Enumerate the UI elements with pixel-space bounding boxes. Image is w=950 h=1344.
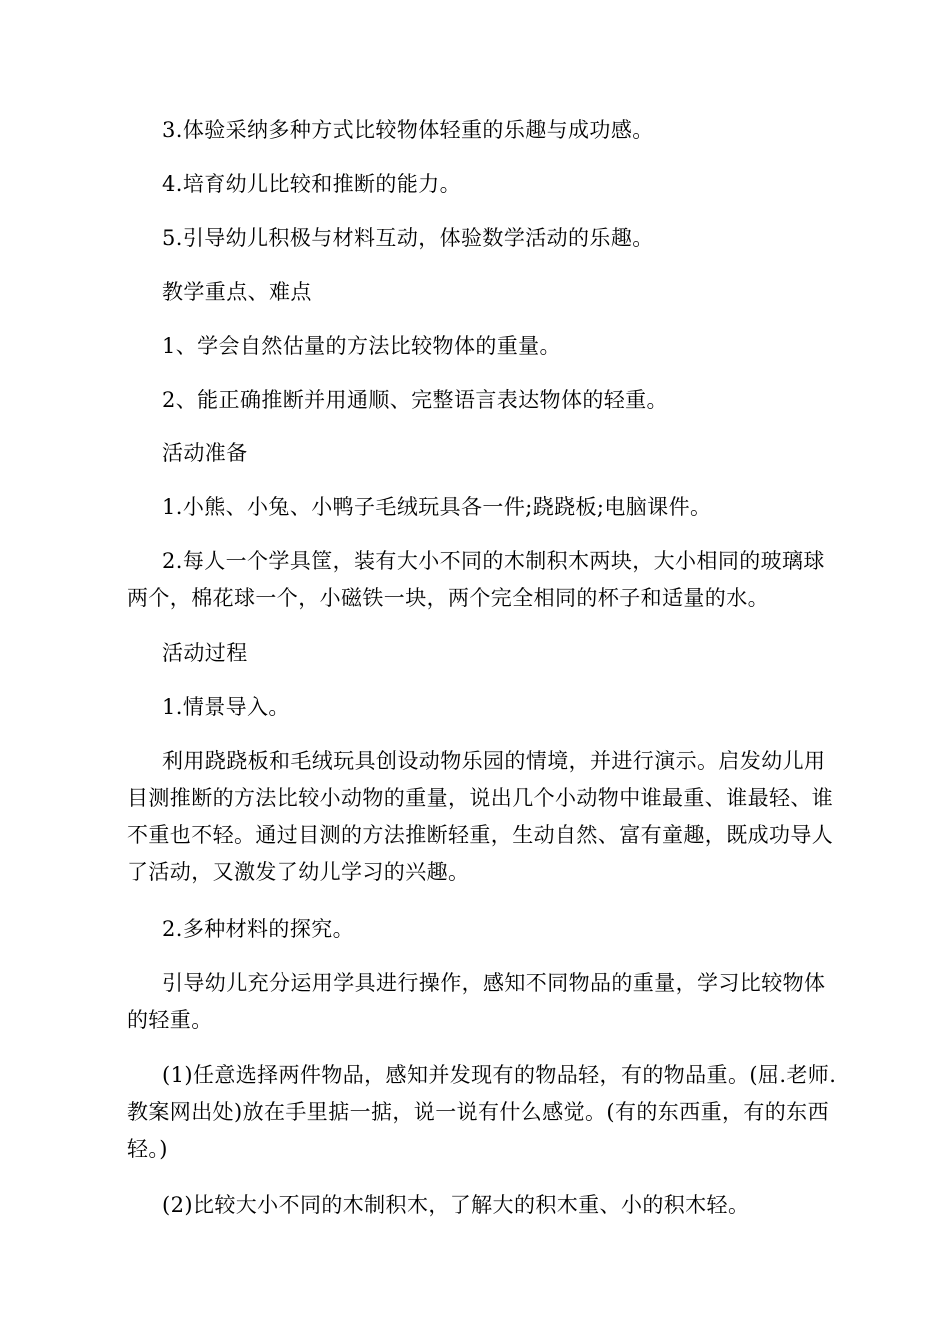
key-point-1: 1、学会自然估量的方法比较物体的重量。	[162, 334, 561, 358]
process-step-2-body: 引导幼儿充分运用学具进行操作，感知不同物品的重量，学习比较物体的轻重。	[127, 971, 826, 1032]
goal-4: 4.培育幼儿比较和推断的能力。	[162, 172, 462, 196]
process-step-1-body: 利用跷跷板和毛绒玩具创设动物乐园的情境，并进行演示。启发幼儿用目测推断的方法比较小动物的重量，说出几个小动物中谁最重、谁最轻、谁不重也不轻。通过目测的方法推断轻重，生动自然、富有童趣，既成功导人了活动，又激发了幼儿学习的兴趣。	[127, 749, 834, 884]
goal-5: 5.引导幼儿积极与材料互动，体验数学活动的乐趣。	[162, 226, 654, 250]
section-heading-process: 活动过程	[162, 641, 248, 665]
process-step-2-title: 2.多种材料的探究。	[162, 917, 355, 941]
process-step-2-item-1: (1)任意选择两件物品，感知并发现有的物品轻，有的物品重。(屈.老师.教案网出处)放在手里掂一掂，说一说有什么感觉。(有的东西重，有的东西轻。)	[127, 1063, 837, 1161]
process-step-1-title: 1.情景导入。	[162, 695, 290, 719]
key-point-2: 2、能正确推断并用通顺、完整语言表达物体的轻重。	[162, 388, 668, 412]
process-step-2-item-2: (2)比较大小不同的木制积木，了解大的积木重、小的积木轻。	[162, 1193, 750, 1217]
preparation-2: 2.每人一个学具筐，装有大小不同的木制积木两块，大小相同的玻璃球两个，棉花球一个，小磁铁一块，两个完全相同的杯子和适量的水。	[127, 549, 825, 610]
section-heading-preparation: 活动准备	[162, 441, 248, 465]
goal-3: 3.体验采纳多种方式比较物体轻重的乐趣与成功感。	[162, 118, 654, 142]
preparation-1: 1.小熊、小兔、小鸭子毛绒玩具各一件;跷跷板;电脑课件。	[162, 495, 712, 519]
section-heading-key-points: 教学重点、难点	[162, 280, 312, 304]
